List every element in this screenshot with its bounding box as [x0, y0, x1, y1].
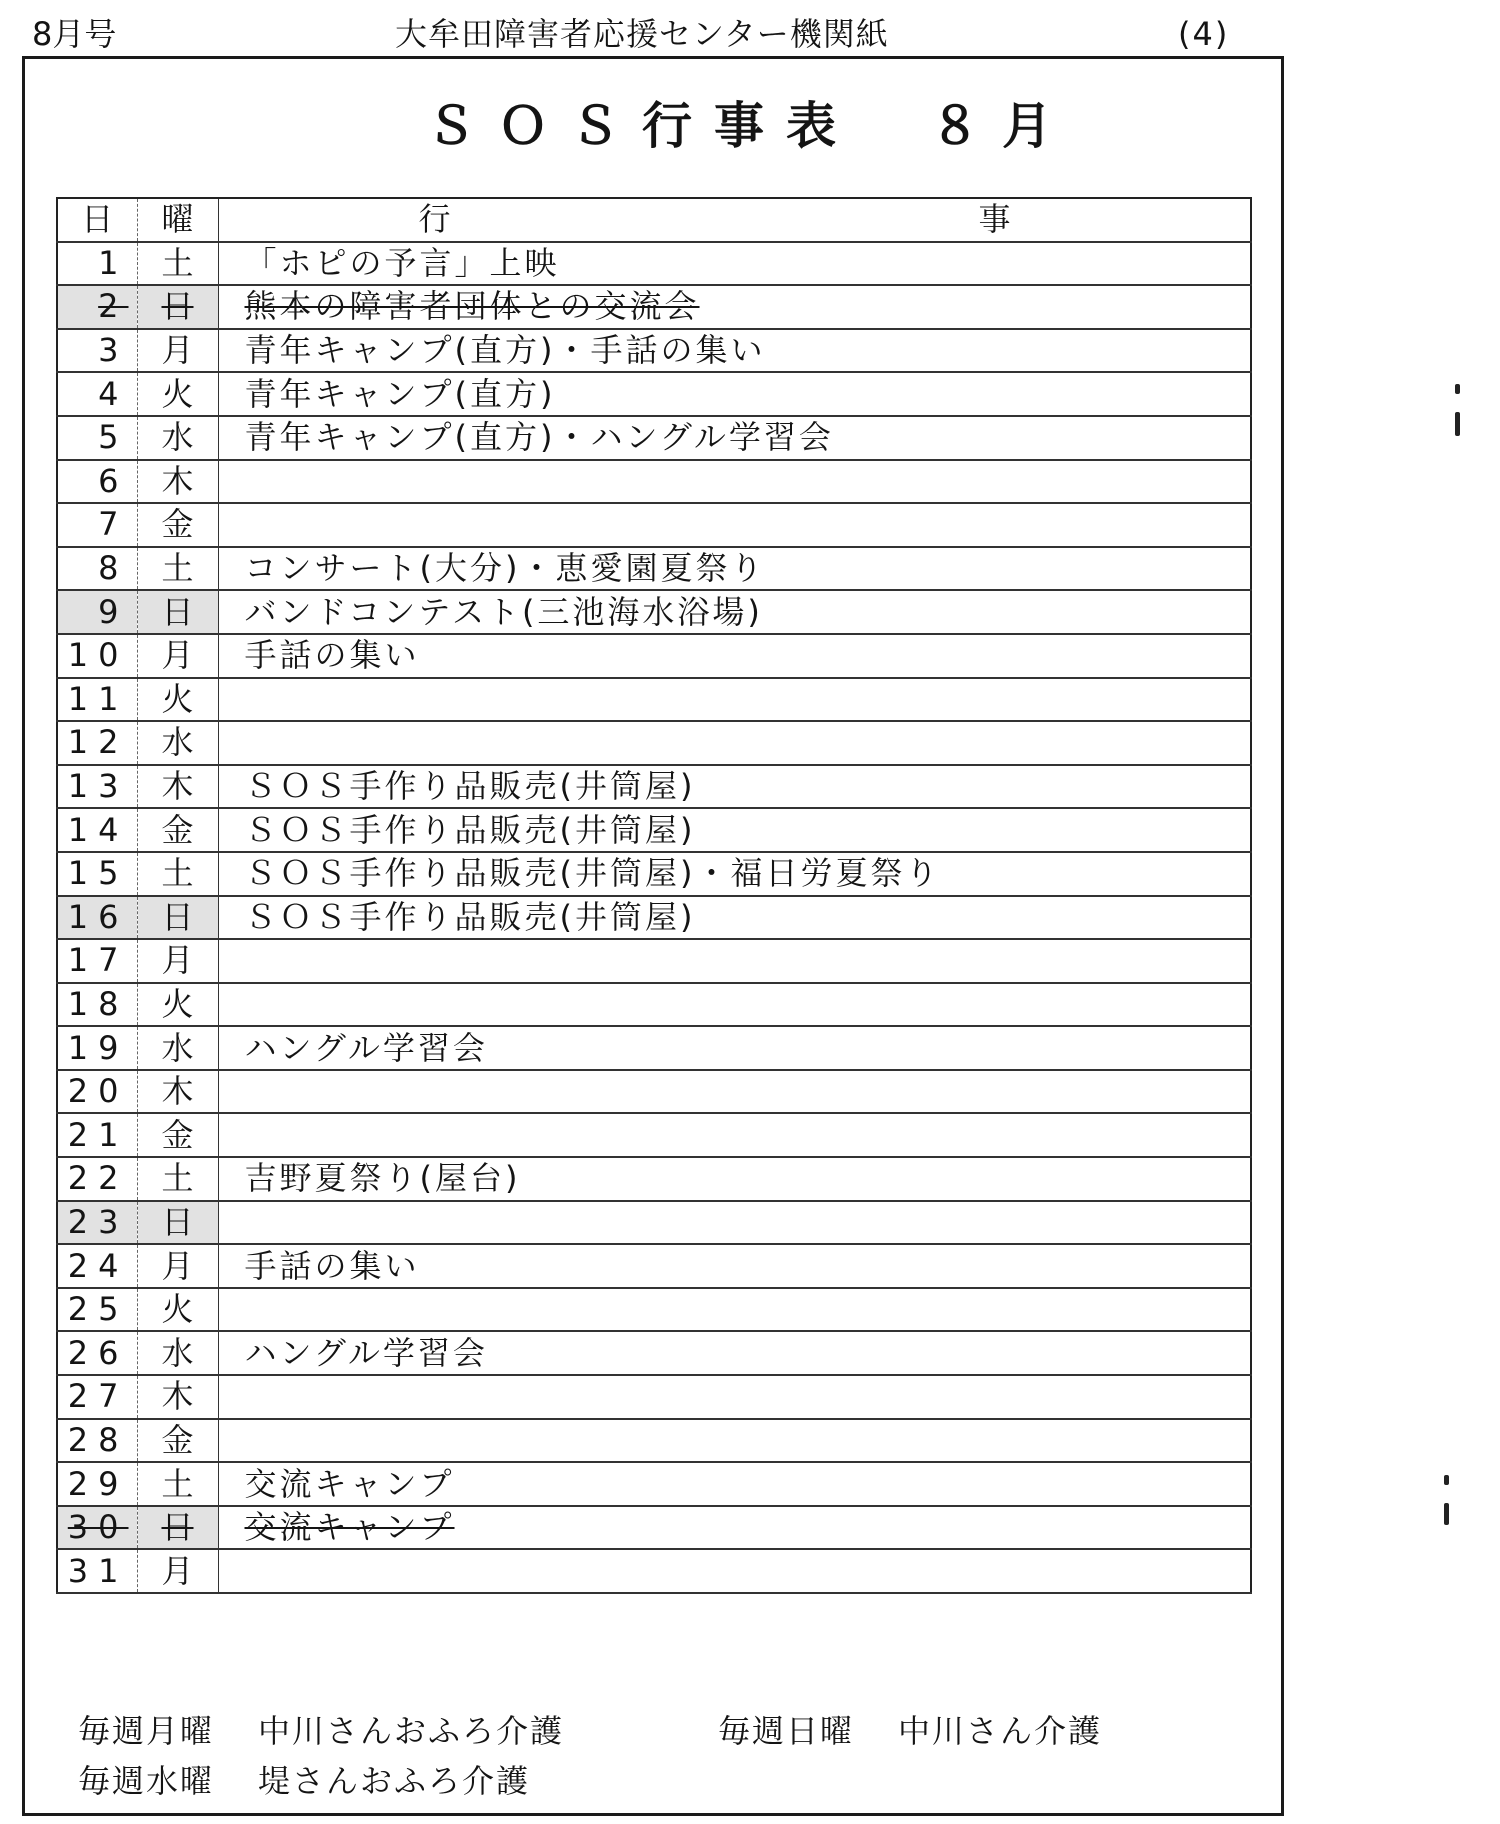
day-cell: [57, 634, 137, 678]
day-cell: [57, 460, 137, 504]
event-cell: [218, 1506, 1251, 1550]
event-cell: [218, 765, 1251, 809]
event-text: 吉野夏祭り(屋台): [244, 1159, 521, 1198]
table-row: [57, 765, 1251, 809]
weekday-label: 木: [161, 767, 194, 806]
weekday-cell: [137, 460, 218, 504]
header-weekday: 曜: [137, 198, 218, 242]
weekday-label: 木: [161, 1377, 194, 1416]
day-number: 26: [67, 1333, 129, 1372]
day-cell: [57, 1375, 137, 1419]
table-row: [57, 1026, 1251, 1070]
weekday-label: 日: [161, 287, 194, 326]
event-text: ハングル学習会: [244, 1028, 488, 1067]
table-row: [57, 590, 1251, 634]
event-cell: [218, 1462, 1251, 1506]
header-event-right: 事: [978, 200, 1014, 238]
table-row: [57, 1375, 1251, 1419]
event-text: ＳＯＳ手作り品販売(井筒屋): [244, 810, 696, 849]
weekday-cell: [137, 503, 218, 547]
day-cell: [57, 372, 137, 416]
day-cell: [57, 721, 137, 765]
weekday-label: 火: [161, 984, 194, 1023]
day-number: 23: [67, 1202, 129, 1241]
weekday-label: 月: [161, 941, 194, 980]
table-row: [57, 1244, 1251, 1288]
weekday-cell: [137, 939, 218, 983]
weekday-cell: [137, 590, 218, 634]
weekday-label: 日: [161, 1508, 194, 1547]
weekday-label: 月: [161, 1246, 194, 1285]
weekday-label: 木: [161, 1072, 194, 1111]
day-cell: [57, 939, 137, 983]
day-cell: [57, 896, 137, 940]
weekday-cell: [137, 1026, 218, 1070]
day-cell: [57, 852, 137, 896]
event-cell: [218, 547, 1251, 591]
day-number: 16: [67, 897, 129, 936]
day-number: 15: [67, 854, 129, 893]
day-cell: [57, 1157, 137, 1201]
event-cell: [218, 1201, 1251, 1245]
weekday-label: 月: [161, 331, 194, 370]
event-cell: [218, 1375, 1251, 1419]
day-cell: [57, 416, 137, 460]
table-row: [57, 460, 1251, 504]
day-number: 3: [98, 331, 129, 370]
page-title: ＳＯＳ行事表 ８月: [426, 97, 1074, 155]
weekday-label: 土: [161, 549, 194, 588]
event-text: バンドコンテスト(三池海水浴場): [244, 592, 763, 631]
event-cell: [218, 590, 1251, 634]
margin-mark: [1455, 412, 1460, 436]
event-text: ハングル学習会: [244, 1333, 488, 1372]
table-row: [57, 1157, 1251, 1201]
day-number: 27: [67, 1377, 129, 1416]
note-text: 中川さん介護: [898, 1712, 1103, 1750]
day-number: 24: [67, 1246, 129, 1285]
event-cell: [218, 939, 1251, 983]
event-cell: [218, 634, 1251, 678]
day-cell: [57, 1244, 137, 1288]
table-row: [57, 1506, 1251, 1550]
day-number: 13: [67, 767, 129, 806]
organization-name: 大牟田障害者応援センター機関紙: [395, 15, 889, 53]
day-cell: [57, 1506, 137, 1550]
weekday-label: 水: [161, 723, 194, 762]
weekday-cell: [137, 1070, 218, 1114]
table-header-row: [57, 198, 1251, 242]
header-day: 日: [57, 198, 137, 242]
event-text: 交流キャンプ: [244, 1508, 455, 1547]
day-number: 10: [67, 636, 129, 675]
note-text: 中川さんおふろ介護: [258, 1712, 565, 1750]
day-number: 31: [67, 1551, 129, 1590]
note-label: 毎週日曜: [718, 1712, 855, 1750]
weekday-cell: [137, 1157, 218, 1201]
weekday-label: 土: [161, 854, 194, 893]
note-wednesday: [78, 1756, 530, 1806]
weekday-cell: [137, 547, 218, 591]
weekday-cell: [137, 721, 218, 765]
table-row: [57, 1070, 1251, 1114]
weekday-cell: [137, 765, 218, 809]
day-cell: [57, 285, 137, 329]
event-text: 熊本の障害者団体との交流会: [244, 287, 700, 326]
day-cell: [57, 547, 137, 591]
event-cell: [218, 678, 1251, 722]
day-cell: [57, 503, 137, 547]
event-text: 青年キャンプ(直方)・手話の集い: [244, 331, 766, 370]
event-cell: [218, 1419, 1251, 1463]
weekday-cell: [137, 634, 218, 678]
day-number: 17: [67, 941, 129, 980]
event-text: 手話の集い: [244, 1246, 420, 1285]
weekday-label: 月: [161, 1551, 194, 1590]
event-text: 青年キャンプ(直方): [244, 374, 556, 413]
day-number: 18: [67, 984, 129, 1023]
issue-label: 8月号: [32, 15, 117, 53]
margin-mark: [1455, 384, 1460, 394]
weekday-cell: [137, 1244, 218, 1288]
event-cell: [218, 1288, 1251, 1332]
weekday-cell: [137, 678, 218, 722]
weekday-label: 金: [161, 505, 194, 544]
weekday-cell: [137, 1331, 218, 1375]
event-cell: [218, 1113, 1251, 1157]
table-row: [57, 939, 1251, 983]
day-number: 22: [67, 1159, 129, 1198]
table-row: [57, 1462, 1251, 1506]
note-label: 毎週水曜: [78, 1762, 215, 1800]
table-row: [57, 983, 1251, 1027]
event-cell: [218, 896, 1251, 940]
weekday-cell: [137, 1375, 218, 1419]
day-cell: [57, 1070, 137, 1114]
day-number: 21: [67, 1115, 129, 1154]
table-row: [57, 1201, 1251, 1245]
weekday-label: 土: [161, 1159, 194, 1198]
weekday-cell: [137, 983, 218, 1027]
event-cell: [218, 1026, 1251, 1070]
weekday-label: 金: [161, 1115, 194, 1154]
margin-mark: [1444, 1503, 1449, 1525]
day-cell: [57, 1419, 137, 1463]
day-number: 4: [98, 374, 129, 413]
weekday-cell: [137, 1201, 218, 1245]
day-cell: [57, 983, 137, 1027]
page-number: (4): [1178, 15, 1230, 53]
weekday-label: 日: [161, 592, 194, 631]
day-number: 1: [98, 243, 129, 282]
note-label: 毎週月曜: [78, 1712, 215, 1750]
day-cell: [57, 678, 137, 722]
day-number: 12: [67, 723, 129, 762]
weekday-label: 金: [161, 810, 194, 849]
table-row: [57, 1288, 1251, 1332]
day-cell: [57, 1113, 137, 1157]
day-cell: [57, 808, 137, 852]
day-number: 19: [67, 1028, 129, 1067]
event-text: ＳＯＳ手作り品販売(井筒屋): [244, 767, 696, 806]
table-row: [57, 896, 1251, 940]
day-number: 14: [67, 810, 129, 849]
weekday-cell: [137, 852, 218, 896]
event-cell: [218, 285, 1251, 329]
event-text: 交流キャンプ: [244, 1464, 455, 1503]
table-row: [57, 1113, 1251, 1157]
weekday-label: 水: [161, 418, 194, 457]
weekday-cell: [137, 896, 218, 940]
day-number: 6: [98, 461, 129, 500]
event-cell: [218, 1244, 1251, 1288]
day-cell: [57, 1549, 137, 1593]
day-cell: [57, 242, 137, 286]
weekday-label: 金: [161, 1420, 194, 1459]
event-cell: [218, 983, 1251, 1027]
weekday-cell: [137, 1288, 218, 1332]
event-text: コンサート(大分)・恵愛園夏祭り: [244, 549, 766, 588]
day-cell: [57, 1331, 137, 1375]
table-row: [57, 285, 1251, 329]
weekday-cell: [137, 1549, 218, 1593]
weekday-cell: [137, 1462, 218, 1506]
note-sunday: [718, 1706, 1102, 1756]
weekday-cell: [137, 416, 218, 460]
event-cell: [218, 808, 1251, 852]
header-event-left: 行: [418, 200, 454, 238]
day-number: 29: [67, 1464, 129, 1503]
table-body: [57, 242, 1251, 1593]
table-row: [57, 242, 1251, 286]
table-row: [57, 634, 1251, 678]
day-number: 9: [98, 592, 129, 631]
event-cell: [218, 242, 1251, 286]
day-number: 2: [98, 287, 129, 326]
note-text: 堤さんおふろ介護: [258, 1762, 531, 1800]
table-row: [57, 808, 1251, 852]
table-row: [57, 1331, 1251, 1375]
weekday-cell: [137, 808, 218, 852]
weekday-label: 木: [161, 461, 194, 500]
weekday-label: 土: [161, 243, 194, 282]
event-cell: [218, 503, 1251, 547]
margin-mark: [1444, 1475, 1449, 1485]
event-cell: [218, 460, 1251, 504]
table-row: [57, 721, 1251, 765]
note-monday: [78, 1706, 564, 1756]
day-number: 8: [98, 549, 129, 588]
weekday-label: 火: [161, 1290, 194, 1329]
event-text: 「ホピの予言」上映: [244, 243, 560, 282]
weekday-label: 月: [161, 636, 194, 675]
event-cell: [218, 1157, 1251, 1201]
table-row: [57, 547, 1251, 591]
weekday-cell: [137, 242, 218, 286]
event-cell: [218, 1549, 1251, 1593]
event-cell: [218, 1331, 1251, 1375]
event-cell: [218, 1070, 1251, 1114]
table-row: [57, 372, 1251, 416]
weekday-cell: [137, 329, 218, 373]
event-cell: [218, 329, 1251, 373]
day-number: 20: [67, 1072, 129, 1111]
event-text: ＳＯＳ手作り品販売(井筒屋)・福日労夏祭り: [244, 854, 941, 893]
event-text: 青年キャンプ(直方)・ハングル学習会: [244, 418, 834, 457]
weekday-label: 日: [161, 1202, 194, 1241]
weekday-label: 火: [161, 374, 194, 413]
day-cell: [57, 1201, 137, 1245]
table-row: [57, 503, 1251, 547]
table-row: [57, 678, 1251, 722]
weekday-cell: [137, 372, 218, 416]
table-row: [57, 416, 1251, 460]
event-text: 手話の集い: [244, 636, 420, 675]
day-cell: [57, 765, 137, 809]
weekday-label: 水: [161, 1333, 194, 1372]
event-text: ＳＯＳ手作り品販売(井筒屋): [244, 897, 696, 936]
weekday-cell: [137, 1419, 218, 1463]
day-number: 30: [67, 1508, 129, 1547]
day-number: 25: [67, 1290, 129, 1329]
event-cell: [218, 416, 1251, 460]
header-event: [218, 198, 1251, 242]
day-number: 5: [98, 418, 129, 457]
day-cell: [57, 1462, 137, 1506]
event-calendar-table: [56, 197, 1252, 1594]
event-cell: [218, 852, 1251, 896]
table-row: [57, 1419, 1251, 1463]
day-cell: [57, 1026, 137, 1070]
weekday-label: 土: [161, 1464, 194, 1503]
weekday-label: 水: [161, 1028, 194, 1067]
table-row: [57, 329, 1251, 373]
day-cell: [57, 329, 137, 373]
weekday-cell: [137, 285, 218, 329]
weekday-cell: [137, 1113, 218, 1157]
event-cell: [218, 721, 1251, 765]
event-cell: [218, 372, 1251, 416]
weekday-cell: [137, 1506, 218, 1550]
weekday-label: 日: [161, 897, 194, 936]
day-number: 11: [67, 679, 129, 718]
day-number: 28: [67, 1420, 129, 1459]
day-cell: [57, 1288, 137, 1332]
day-number: 7: [98, 505, 129, 544]
day-cell: [57, 590, 137, 634]
table-row: [57, 852, 1251, 896]
table-row: [57, 1549, 1251, 1593]
weekday-label: 火: [161, 679, 194, 718]
